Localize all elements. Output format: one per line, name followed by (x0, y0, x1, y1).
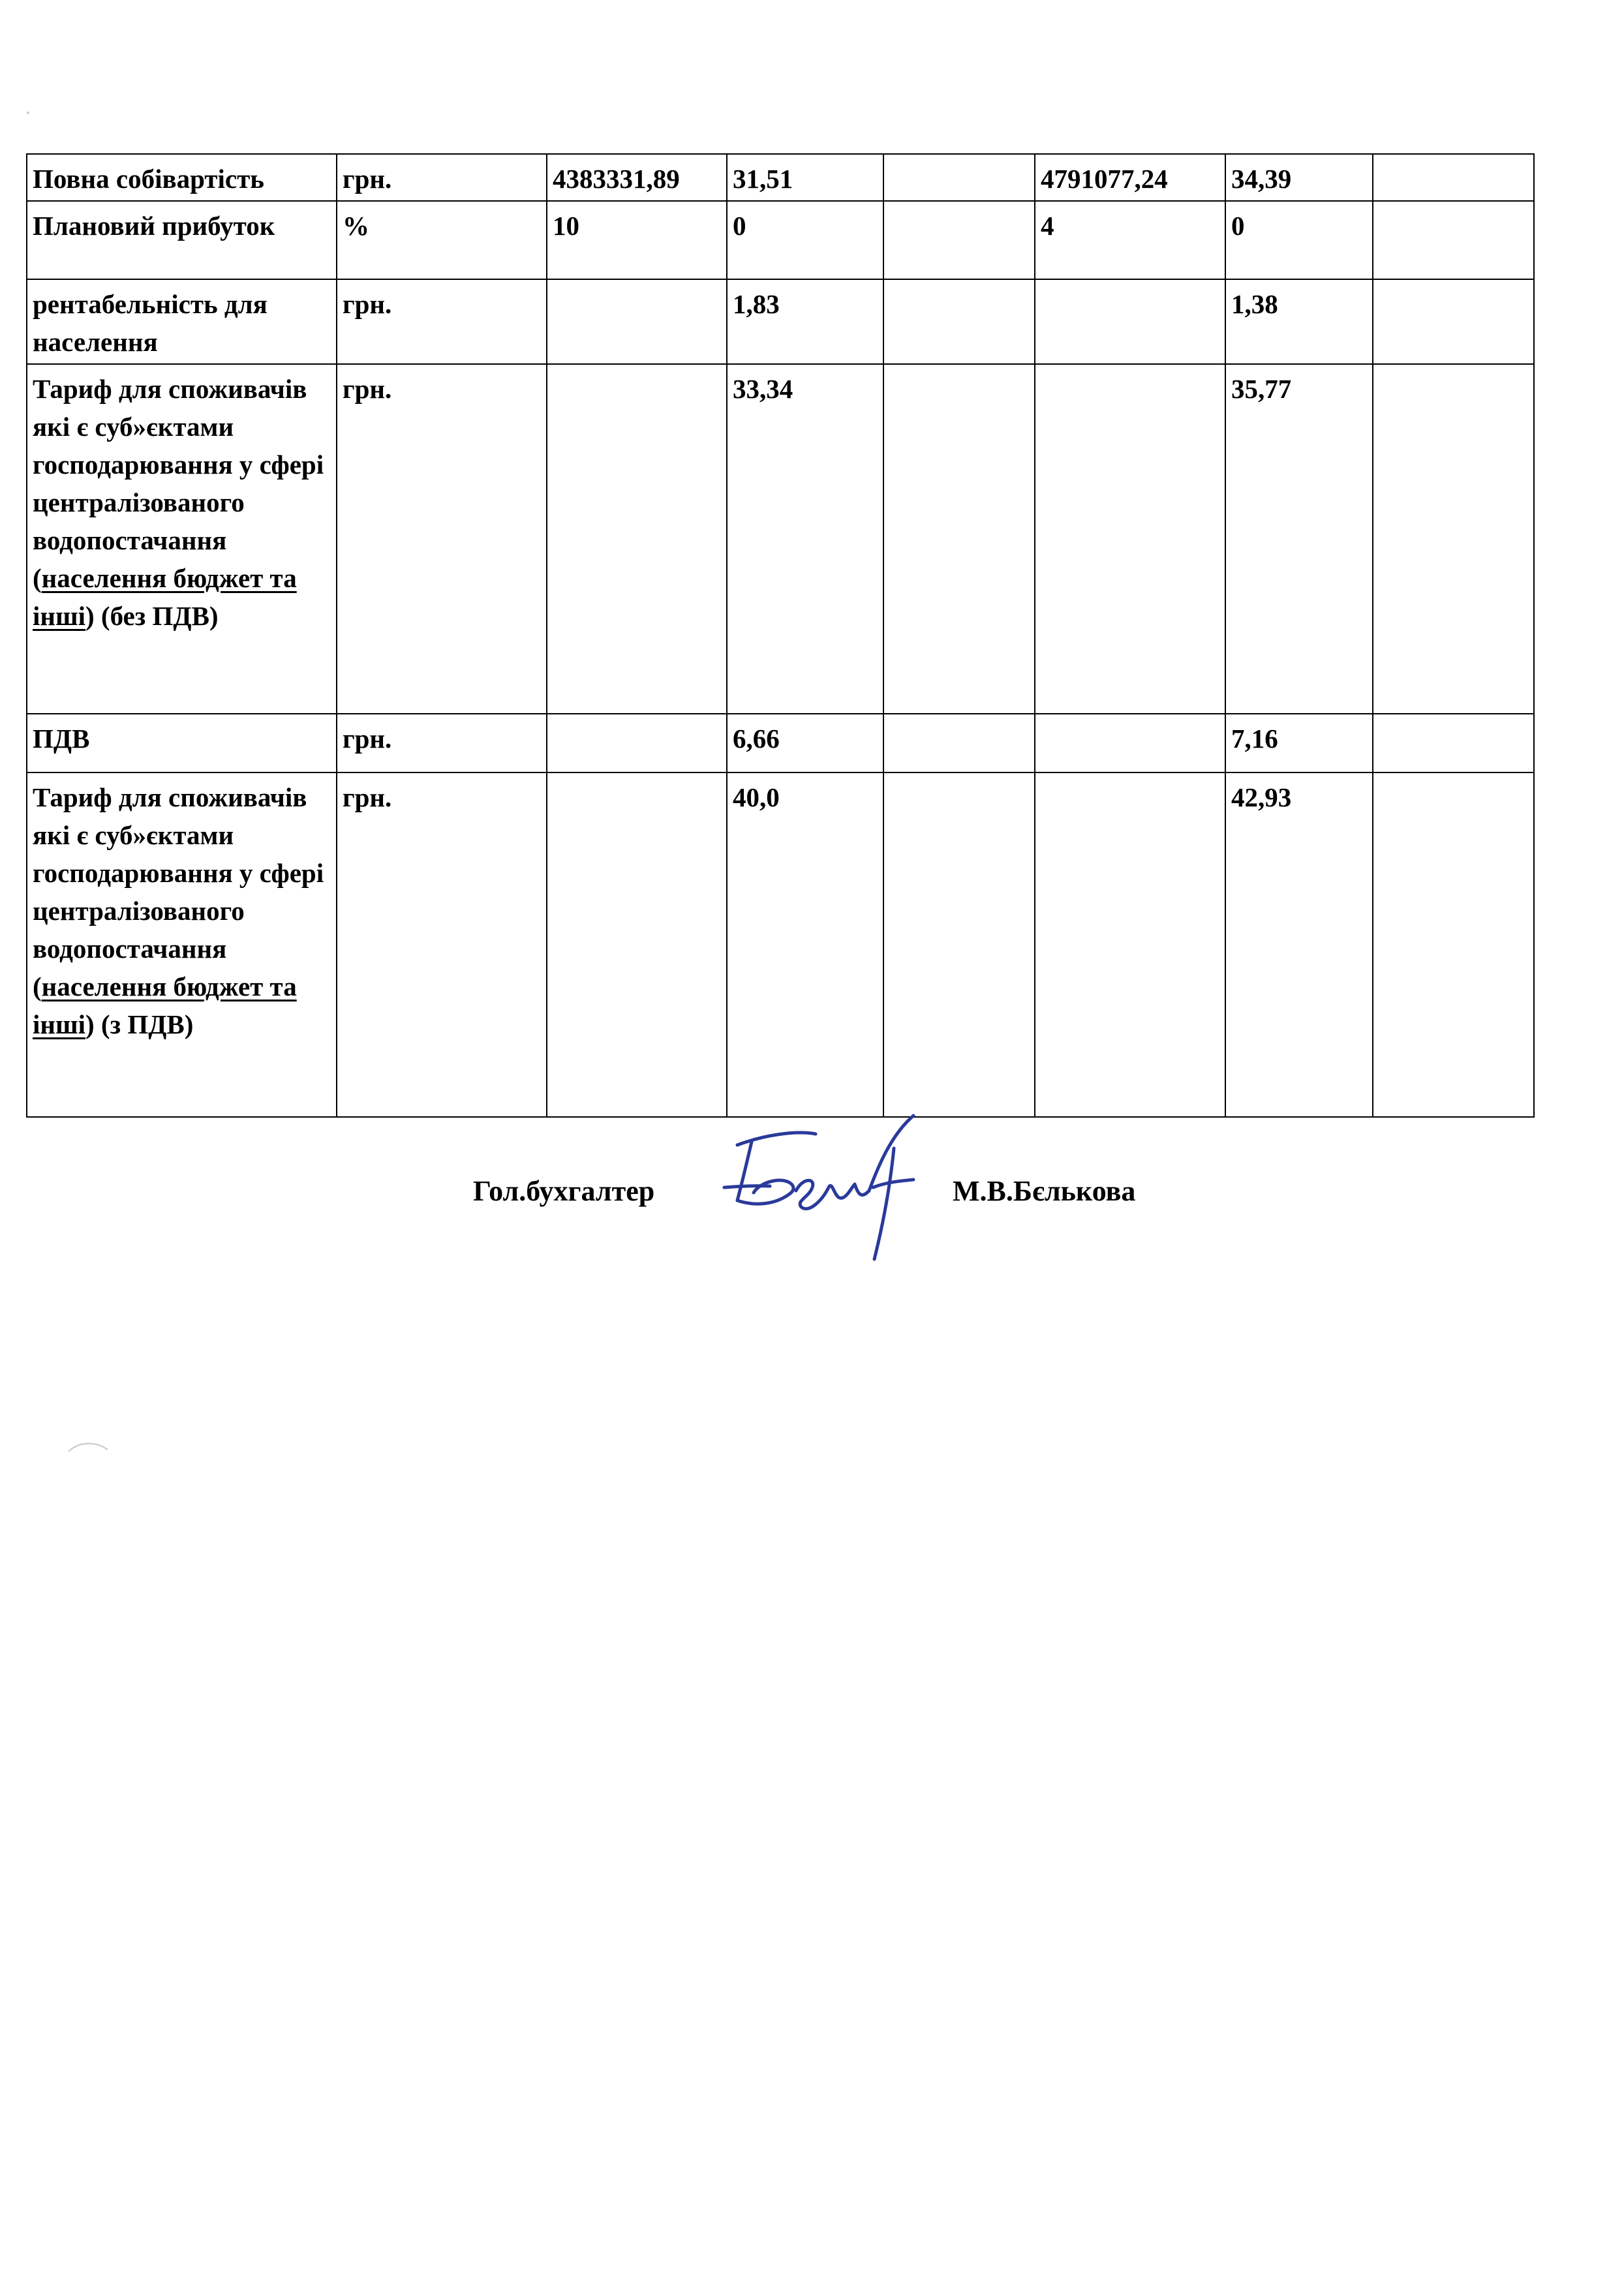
cell: 4791077,24 (1035, 154, 1225, 201)
cell (1373, 714, 1534, 772)
cell (883, 279, 1035, 364)
cell (1035, 364, 1225, 714)
cell (883, 201, 1035, 279)
cell: 0 (727, 201, 883, 279)
cell: 40,0 (727, 772, 883, 1117)
cell (547, 714, 727, 772)
row-unit: грн. (337, 714, 547, 772)
cell: 42,93 (1225, 772, 1373, 1117)
label-underlined: населення бюджет та інші (33, 971, 297, 1039)
cell: 7,16 (1225, 714, 1373, 772)
cell: 0 (1225, 201, 1373, 279)
cell: 31,51 (727, 154, 883, 201)
cell (547, 279, 727, 364)
cell (1373, 279, 1534, 364)
cell (1035, 279, 1225, 364)
label-tail: ) (з ПДВ) (85, 1009, 194, 1039)
cell (883, 154, 1035, 201)
row-label: Плановий прибуток (27, 201, 337, 279)
cell: 10 (547, 201, 727, 279)
position-title: Гол.бухгалтер (473, 1175, 655, 1207)
table-row (27, 154, 1534, 201)
cell (547, 772, 727, 1117)
row-label: Повна собівартість (27, 154, 337, 201)
table-row (27, 201, 1534, 279)
cell (547, 364, 727, 714)
cell (883, 772, 1035, 1117)
cell (1373, 201, 1534, 279)
scan-artifact (65, 1435, 111, 1455)
cell: 1,38 (1225, 279, 1373, 364)
row-label (27, 364, 337, 714)
signer-name: М.В.Бєлькова (953, 1175, 1136, 1207)
cell (883, 364, 1035, 714)
row-unit: грн. (337, 364, 547, 714)
table-row (27, 714, 1534, 772)
row-label: рентабельність для населення (27, 279, 337, 364)
cell (1373, 364, 1534, 714)
row-unit: грн. (337, 772, 547, 1117)
cell (1035, 772, 1225, 1117)
cell: 4 (1035, 201, 1225, 279)
row-unit: грн. (337, 279, 547, 364)
label-main: Тариф для споживачів які є суб»єктами господарювання у сфері централізованого водопостачання ( (33, 782, 324, 1001)
cell: 35,77 (1225, 364, 1373, 714)
cell (1373, 772, 1534, 1117)
row-unit: % (337, 201, 547, 279)
row-unit: грн. (337, 154, 547, 201)
cell (883, 714, 1035, 772)
scan-dot (25, 110, 31, 116)
cell: 34,39 (1225, 154, 1373, 201)
row-label: ПДВ (27, 714, 337, 772)
label-main: Тариф для споживачів які є суб»єктами господарювання у сфері централізованого водопостачання ( (33, 374, 324, 593)
table-row (27, 364, 1534, 714)
label-underlined: населення бюджет та інші (33, 563, 297, 631)
cell: 1,83 (727, 279, 883, 364)
tariff-table (26, 153, 1535, 1118)
cell: 6,66 (727, 714, 883, 772)
cell: 4383331,89 (547, 154, 727, 201)
cell: 33,34 (727, 364, 883, 714)
cell (1035, 714, 1225, 772)
table-row (27, 772, 1534, 1117)
row-label (27, 772, 337, 1117)
table-row (27, 279, 1534, 364)
label-tail: ) (без ПДВ) (85, 601, 219, 631)
cell (1373, 154, 1534, 201)
signature-image (718, 1109, 940, 1266)
